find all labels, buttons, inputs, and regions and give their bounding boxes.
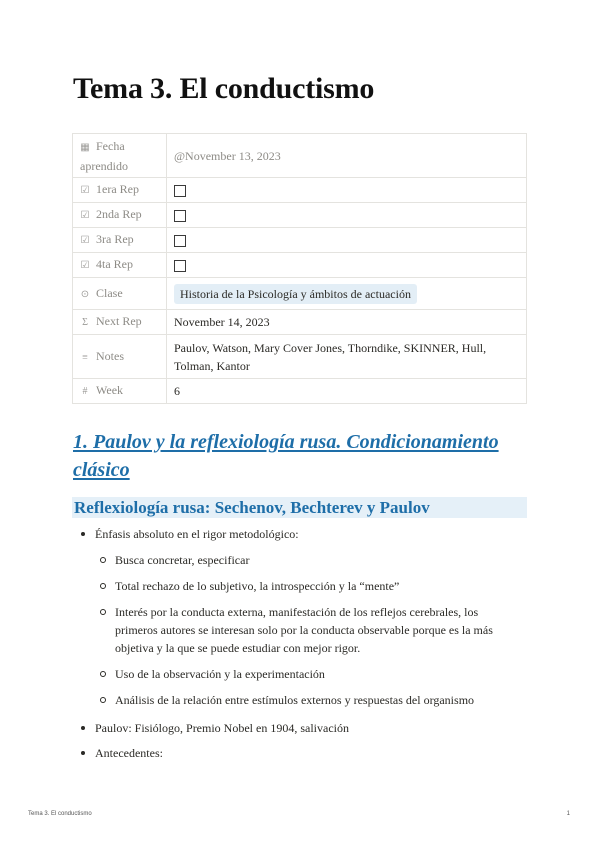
property-row [73, 278, 527, 310]
class-tag[interactable]: Historia de la Psicología y ámbitos de actuación [174, 284, 417, 304]
property-value [167, 335, 527, 379]
page-number: 1 [566, 811, 570, 817]
property-value [167, 310, 527, 335]
property-value [167, 253, 527, 278]
date-value[interactable]: @November 13, 2023 [174, 148, 281, 163]
property-value [167, 379, 527, 404]
property-row [73, 134, 527, 178]
footer-title: Tema 3. El conductismo [28, 811, 92, 817]
property-key-label: 1era Rep [96, 182, 139, 196]
property-value [167, 278, 527, 310]
property-key-label: Week [96, 383, 124, 397]
property-value-text: 6 [174, 384, 180, 398]
property-value [167, 178, 527, 203]
property-value [167, 134, 527, 178]
sub-list [95, 551, 500, 709]
checkbox[interactable] [174, 185, 186, 197]
list-item-text: Énfasis absoluto en el rigor metodológico: [95, 527, 299, 541]
checkbox[interactable] [174, 260, 186, 272]
property-key-label: Fecha aprendido [80, 138, 128, 173]
property-key [73, 134, 167, 178]
checkbox-icon: ☑ [80, 185, 90, 196]
property-value [167, 203, 527, 228]
property-key-label: 4ta Rep [96, 257, 133, 271]
formula-icon: Σ [82, 317, 88, 328]
property-key-label: 3ra Rep [96, 232, 134, 246]
property-key [73, 228, 167, 253]
property-row [73, 379, 527, 404]
bullet-list [72, 525, 500, 769]
list-item [72, 744, 500, 762]
property-value-text: Paulov, Watson, Mary Cover Jones, Thorndike, SKINNER, Hull, Tolman, Kantor [174, 340, 487, 373]
list-item-text: Antecedentes: [95, 746, 163, 760]
property-key [73, 310, 167, 335]
property-row [73, 178, 527, 203]
list-item [72, 525, 500, 709]
number-icon: # [82, 386, 88, 397]
property-key [73, 253, 167, 278]
sub-list-item: Busca concretar, especificar [95, 551, 500, 569]
property-row [73, 203, 527, 228]
property-key [73, 335, 167, 379]
property-key-label: Next Rep [96, 314, 142, 328]
property-key [73, 379, 167, 404]
page-title: Tema 3. El conductismo [73, 72, 375, 105]
checkbox[interactable] [174, 235, 186, 247]
list-item-text: Paulov: Fisiólogo, Premio Nobel en 1904, salivación [95, 721, 349, 735]
checkbox[interactable] [174, 210, 186, 222]
property-row [73, 310, 527, 335]
checkbox-icon: ☑ [80, 260, 90, 271]
property-row [73, 335, 527, 379]
property-row [73, 228, 527, 253]
subheading: Reflexiología rusa: Sechenov, Bechterev y Paulov [74, 498, 430, 517]
sub-list-item: Uso de la observación y la experimentación [95, 665, 500, 683]
text-icon: ≡ [82, 351, 88, 363]
property-value [167, 228, 527, 253]
property-key [73, 178, 167, 203]
property-row [73, 253, 527, 278]
property-value-text: November 14, 2023 [174, 315, 270, 329]
checkbox-icon: ☑ [80, 210, 90, 221]
property-key-label: 2nda Rep [96, 207, 142, 221]
list-item [72, 719, 500, 737]
calendar-icon: ▦ [80, 141, 90, 153]
property-key-label: Notes [96, 348, 124, 363]
property-key [73, 278, 167, 310]
sub-list-item: Interés por la conducta externa, manifestación de los reflejos cerebrales, los primeros autores se interesan solo por la conducta observable porque es la más objetiva y la que se puede estudiar con mejor rigor. [95, 603, 500, 657]
property-key-label: Clase [96, 285, 123, 300]
sub-list-item: Total rechazo de lo subjetivo, la introspección y la “mente” [95, 577, 500, 595]
property-key [73, 203, 167, 228]
sub-list-item: Análisis de la relación entre estímulos externos y respuestas del organismo [95, 691, 500, 709]
properties-table [72, 133, 527, 404]
checkbox-icon: ☑ [80, 235, 90, 246]
select-icon: ⊙ [80, 288, 90, 300]
section-heading: 1. Paulov y la reflexiología rusa. Condicionamiento clásico [73, 431, 499, 481]
